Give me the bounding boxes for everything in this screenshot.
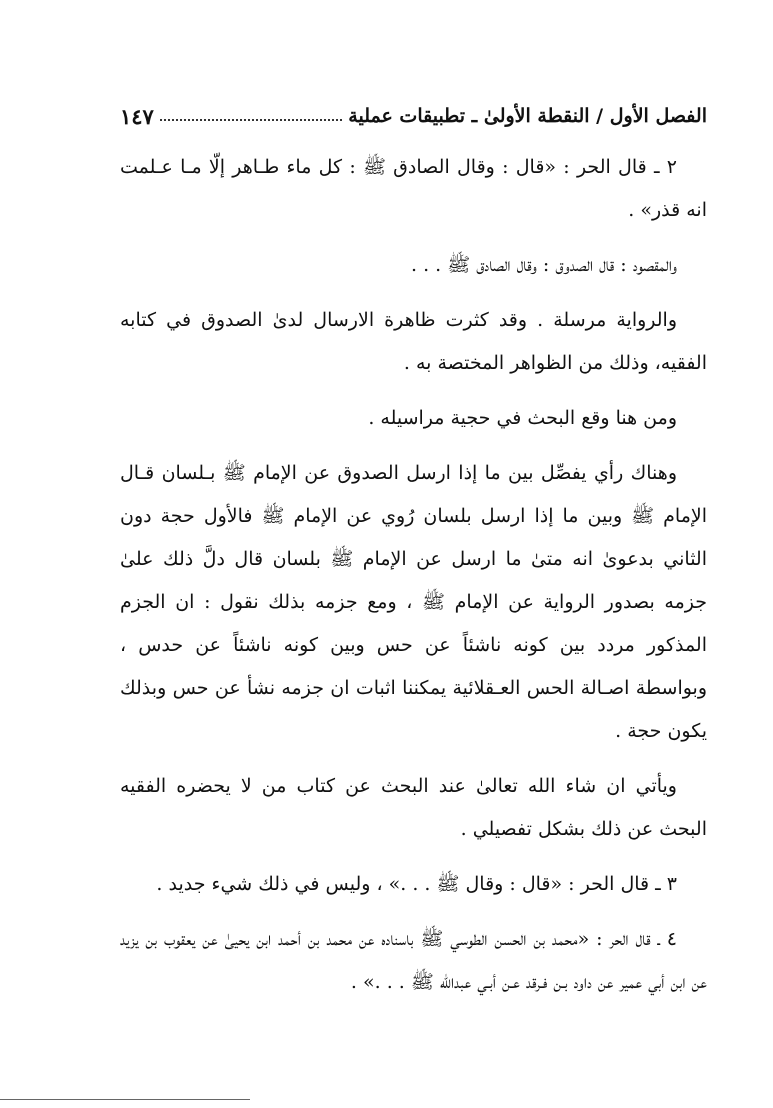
bottom-rule (0, 1099, 250, 1100)
page-body (120, 146, 707, 1016)
paragraph-item-2: ٢ ـ قال الحر : «قال : وقال الصادق ﷺ : كل ماء طـاهر إلّا مـا عـلمت انه قذر» . (120, 156, 707, 221)
paragraph-authority-debate: ومن هنا وقع البحث في حجية مراسيله . (368, 407, 677, 429)
paragraph-item-4: ٤ ـ قال الحر : «محمد بن الحسن الطوسي ﷺ باسناده عن محمد بن أحمد ابن يحيىٰ عن يعقوب بن يزيد عن ابن أبي عمير عن داود بـن فـرقد عـن أبـي عبدالله ﷺ . . .» . (120, 928, 707, 993)
header-dot-leader (160, 119, 342, 121)
paragraph-item-3: ٣ ـ قال الحر : «قال : وقال ﷺ . . .» ، وليس في ذلك شيء جديد . (156, 873, 677, 895)
running-header (120, 96, 707, 136)
paragraph-detail-later: ويأتي ان شاء الله تعالىٰ عند البحث عن كتاب من لا يحضره الفقيه البحث عن ذلك بشكل تفصيلي . (120, 775, 707, 840)
paragraph-intended-meaning: والمقصود : قال الصدوق : وقال الصادق ﷺ . . . (411, 254, 677, 276)
paragraph-mursal-narration: والرواية مرسلة . وقد كثرت ظاهرة الارسال لدىٰ الصدوق في كتابه الفقيه، وذلك من الظواهر المختصة به . (120, 309, 707, 374)
paragraph-distinguishing-view: وهناك رأي يفصِّل بين ما إذا ارسل الصدوق عن الإمام ﷺ بـلسان قـال الإمام ﷺ وبين ما إذا ارسل بلسان رُوي عن الإمام ﷺ فالأول حجة دون الثاني بدعوىٰ انه متىٰ ما ارسل عن الإمام ﷺ بلسان قال دلَّ ذلك علىٰ جزمه بصدور الرواية عن الإمام ﷺ ، ومع جزمه بذلك نقول : ان الجزم المذكور مردد بين كونه ناشئاً عن حس وبين كونه ناشئاً عن حدس ، وبواسطة اصـالة الحس العـقلائية يمكننا اثبات ان جزمه نشأ عن حس وبذلك يكون حجة . (120, 462, 707, 742)
header-title: الفصل الأول / النقطة الأولىٰ ـ تطبيقات عملية (348, 105, 707, 127)
page-number: ١٤٧ (120, 103, 154, 129)
